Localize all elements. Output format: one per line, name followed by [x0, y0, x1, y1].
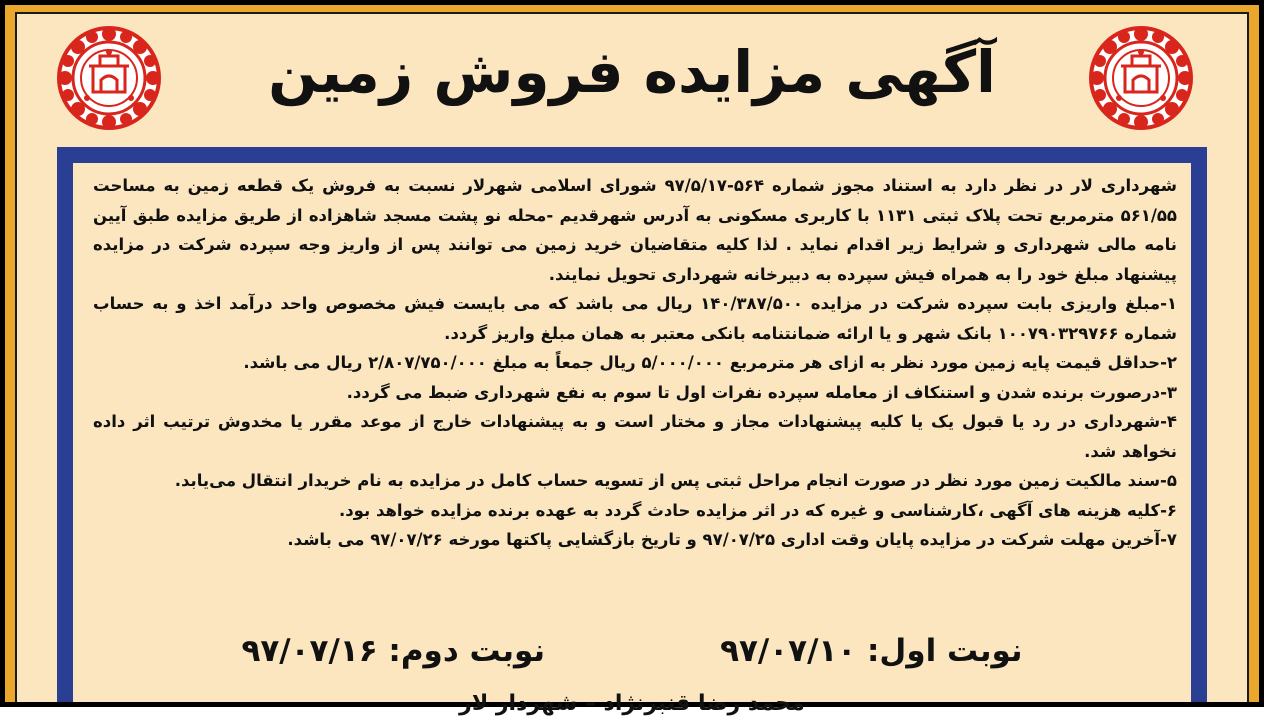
municipality-emblem-icon [1085, 22, 1197, 134]
publication-dates [73, 631, 1191, 671]
header [17, 14, 1247, 141]
intro-paragraph: شهرداری لار در نظر دارد به استناد مجوز شماره ۵۶۴-۹۷/۵/۱۷ شورای اسلامی شهرلار نسبت به فروش یک قطعه زمین به مساحت ۵۶۱/۵۵ مترمربع تحت پلاک ثبتی ۱۱۳۱ با کاربری مسکونی به آدرس شهرقدیم -محله نو پشت مسجد شاهزاده از طریق مزایده طبق آیین نامه مالی شهرداری و شرایط زیر اقدام نماید . لذا کلیه متقاضیان خرید زمین می توانند پس از واریز وجه سپرده شرکت در مزایده پیشنهاد مبلغ خود را به همراه فیش سپرده به دبیرخانه شهرداری تحویل نمایند. [93, 176, 1178, 284]
condition-item: ۲-حداقل قیمت پایه زمین مورد نظر به ازای هر مترمربع ۵/۰۰۰/۰۰۰ ریال جمعاً به مبلغ ۲/۸۰۷/۷۵۰/۰۰۰ ریال می باشد. [243, 353, 1177, 372]
signature: محمد رضا قنبرنژاد – شهردار لار [459, 691, 805, 716]
second-turn-date: نوبت دوم: ۹۷/۰۷/۱۶ [241, 633, 546, 669]
condition-item: ۷-آخرین مهلت شرکت در مزایده پایان وقت اداری ۹۷/۰۷/۲۵ و تاریخ بازگشایی پاکتها مورخه ۹۷/۰۷/۲۶ می باشد. [287, 530, 1177, 549]
condition-item: ۴-شهرداری در رد یا قبول یک یا کلیه پیشنهادات مجاز و مختار است و به پیشنهادات خارج از موعد مقرر یا مخدوش ترتیب اثر داده نخواهد شد. [93, 412, 1177, 461]
ad-sheet [15, 12, 1249, 716]
condition-item: ۶-کلیه هزینه های آگهی ،کارشناسی و غیره که در اثر مزایده حادث گردد به عهده برنده مزایده خواهد بود. [338, 500, 1177, 520]
ad-title: آگهی مزایده فروش زمین [268, 38, 996, 106]
first-turn-date: نوبت اول: ۹۷/۰۷/۱۰ [720, 633, 1023, 669]
condition-item: ۱-مبلغ واریزی بابت سپرده شرکت در مزایده ۱۴۰/۳۸۷/۵۰۰ ریال می باشد که می بایست فیش مخصوص واحد درآمد اخذ و به حساب شماره ۱۰۰۷۹۰۳۲۹۷۶۶ بانک شهر و یا ارائه ضمانتنامه بانکی معتبر به همان مبلغ واریز گردد. [93, 294, 1177, 343]
condition-item: ۳-درصورت برنده شدن و استنکاف از معامله سپرده نفرات اول تا سوم به نفع شهرداری ضبط می گردد. [346, 382, 1177, 402]
content-panel [57, 147, 1207, 716]
condition-item: ۵-سند مالکیت زمین مورد نظر در صورت انجام مراحل ثبتی پس از تسویه حساب کامل در مزایده به نام خریدار انتقال می‌یابد. [174, 471, 1177, 490]
gold-border [5, 5, 1259, 716]
ad-body [93, 171, 1177, 555]
